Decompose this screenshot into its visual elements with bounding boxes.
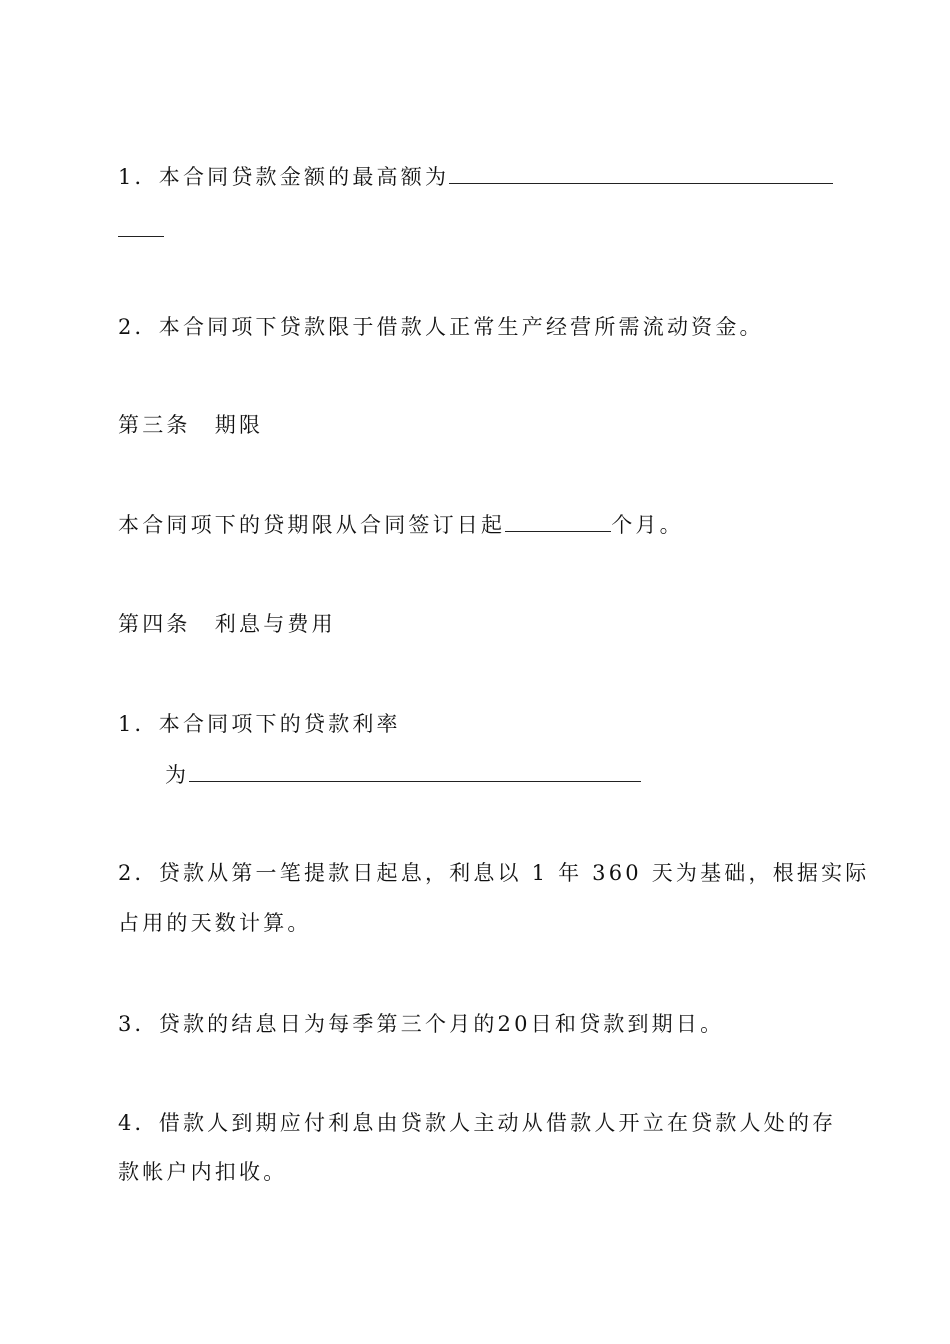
clause4-item3: 3．贷款的结息日为每季第三个月的20日和贷款到期日。 [118, 1012, 725, 1036]
clause4-item4-line1: 4．借款人到期应付利息由贷款人主动从借款人开立在贷款人处的存 [118, 1111, 837, 1135]
clause2-item2: 2．本合同项下贷款限于借款人正常生产经营所需流动资金。 [118, 315, 764, 339]
clause4-item2-line2: 占用的天数计算。 [118, 911, 312, 935]
clause4-item4-line2: 款帐户内扣收。 [118, 1160, 288, 1184]
clause3-text-after: 个月。 [611, 513, 684, 537]
clause3-text-before: 本合同项下的贷期限从合同签订日起 [118, 513, 506, 537]
amount-blank [449, 163, 833, 184]
clause4-heading: 第四条 利息与费用 [118, 612, 336, 636]
interest-rate-blank [189, 761, 641, 782]
clause3-heading: 第三条 期限 [118, 413, 264, 437]
amount-blank-continuation [118, 216, 164, 237]
clause2-item1 [118, 162, 833, 192]
clause4-item1-line1: 1．本合同项下的贷款利率 [118, 712, 401, 736]
term-months-blank [505, 511, 611, 532]
clause4-item1-line2-prefix: 为 [165, 763, 190, 787]
clause2-item1-text: 1．本合同贷款金额的最高额为 [118, 165, 450, 189]
clause4-item1-line2 [165, 760, 641, 790]
clause4-item2-line1: 2．贷款从第一笔提款日起息，利息以 1 年 360 天为基础，根据实际 [118, 861, 870, 885]
clause2-item1-continuation [118, 215, 164, 245]
clause3-text [118, 510, 684, 540]
